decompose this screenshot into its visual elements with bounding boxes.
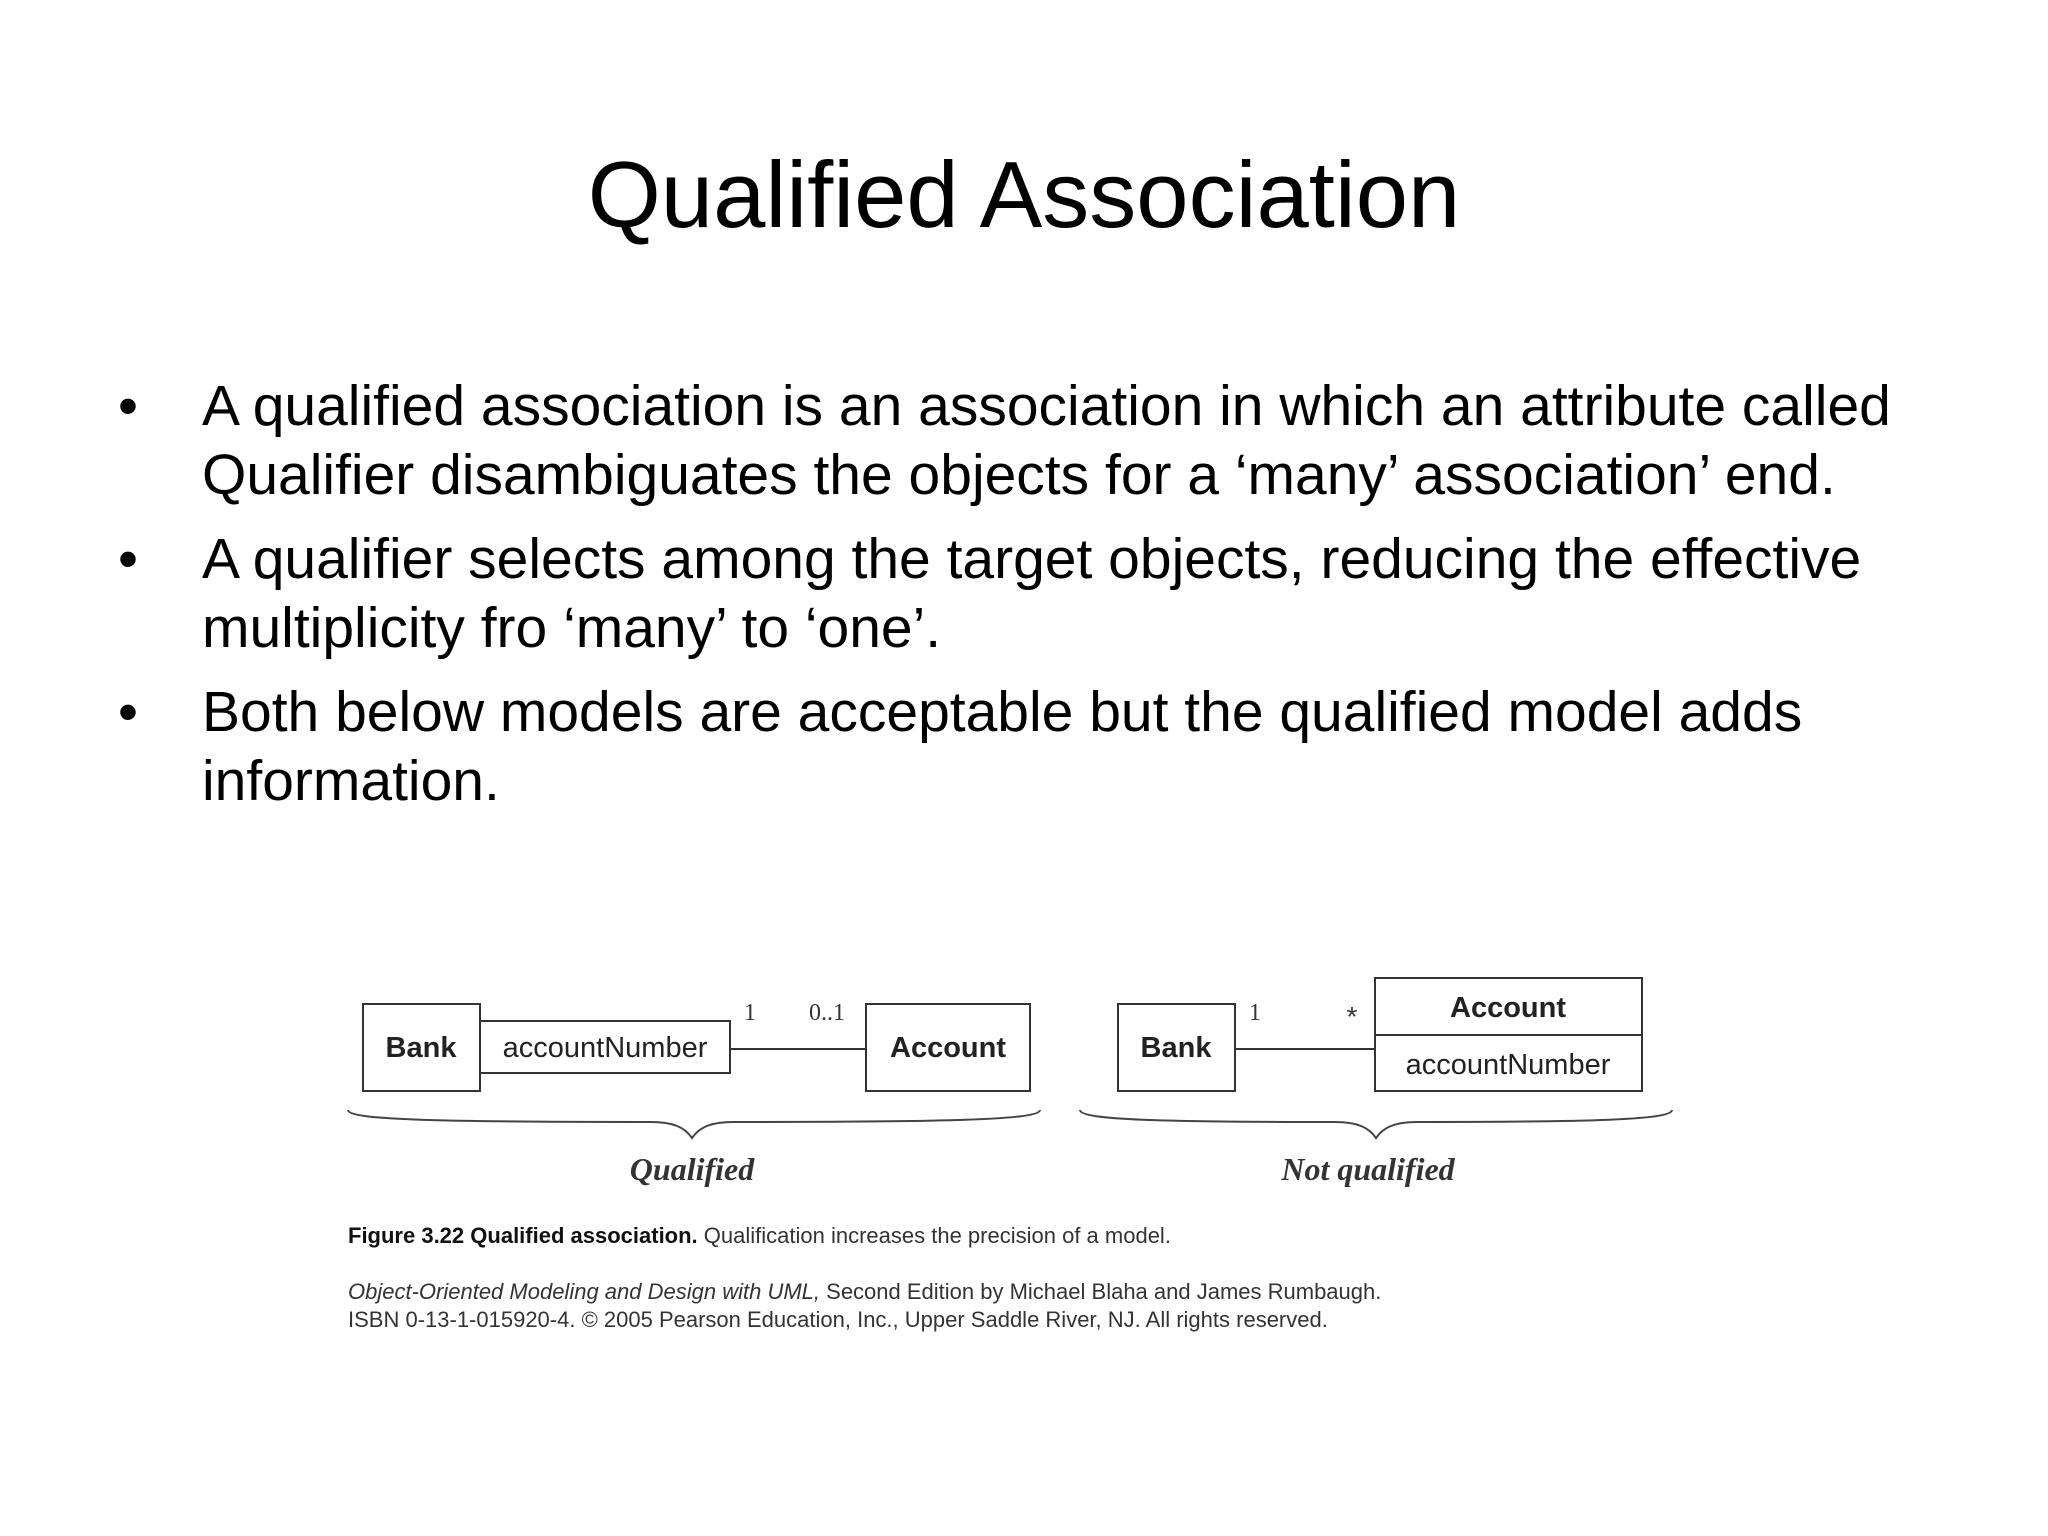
uml-diagram	[320, 960, 1680, 1210]
uml-figure	[320, 960, 1680, 1360]
multiplicity-left: 1	[744, 1000, 756, 1026]
figure-number: Figure 3.22	[348, 1223, 465, 1248]
bullet-text-line: information.	[202, 749, 500, 813]
book-credit: Second Edition by Michael Blaha and James Rumbaugh.	[826, 1279, 1382, 1304]
bullet-text-line: A qualifier selects among the target objects, reducing the effective	[202, 527, 1862, 591]
account-class-name: Account	[1450, 992, 1566, 1024]
not-qualified-brace	[1080, 1110, 1672, 1138]
book-title: Object-Oriented Modeling and Design with UML,	[348, 1279, 821, 1304]
bullet-text-line: A qualified association is an association in which an attribute called	[202, 374, 1891, 438]
bullet-item	[118, 678, 1958, 816]
not-qualified-model	[1080, 978, 1672, 1187]
figure-caption	[348, 1222, 1171, 1250]
not-qualified-label: Not qualified	[1281, 1151, 1455, 1187]
bullet-text-line: multiplicity fro ‘many’ to ‘one’.	[202, 596, 942, 660]
slide-title: Qualified Association	[587, 142, 1461, 247]
figure-title: Qualified association.	[470, 1223, 698, 1248]
bullet-item	[118, 372, 1958, 510]
multiplicity-right: *	[1346, 1001, 1358, 1032]
multiplicity-right: 0..1	[809, 1000, 845, 1026]
bullet-text-line: Both below models are acceptable but the qualified model adds	[202, 680, 1803, 744]
bullet-text-line: Qualifier disambiguates the objects for a ‘many’ association’ end.	[202, 443, 1836, 507]
multiplicity-left: 1	[1249, 1000, 1261, 1026]
qualified-brace	[348, 1110, 1040, 1138]
bullet-item	[118, 525, 1958, 663]
account-class-name: Account	[890, 1032, 1006, 1064]
book-credit-line	[348, 1278, 1381, 1306]
bullet-list	[118, 372, 1958, 831]
bullet-marker: •	[118, 374, 138, 438]
qualified-model	[348, 1000, 1040, 1187]
copyright-line: ISBN 0-13-1-015920-4. © 2005 Pearson Education, Inc., Upper Saddle River, NJ. All rights reserved.	[348, 1307, 1328, 1332]
bullet-marker: •	[118, 527, 138, 591]
bullet-marker: •	[118, 680, 138, 744]
qualifier-attribute: accountNumber	[502, 1032, 708, 1064]
bank-class-name: Bank	[385, 1032, 457, 1064]
bank-class-name: Bank	[1140, 1032, 1212, 1064]
figure-text: Qualification increases the precision of a model.	[703, 1223, 1171, 1248]
qualified-label: Qualified	[629, 1151, 755, 1187]
account-class-attribute: accountNumber	[1405, 1049, 1611, 1081]
